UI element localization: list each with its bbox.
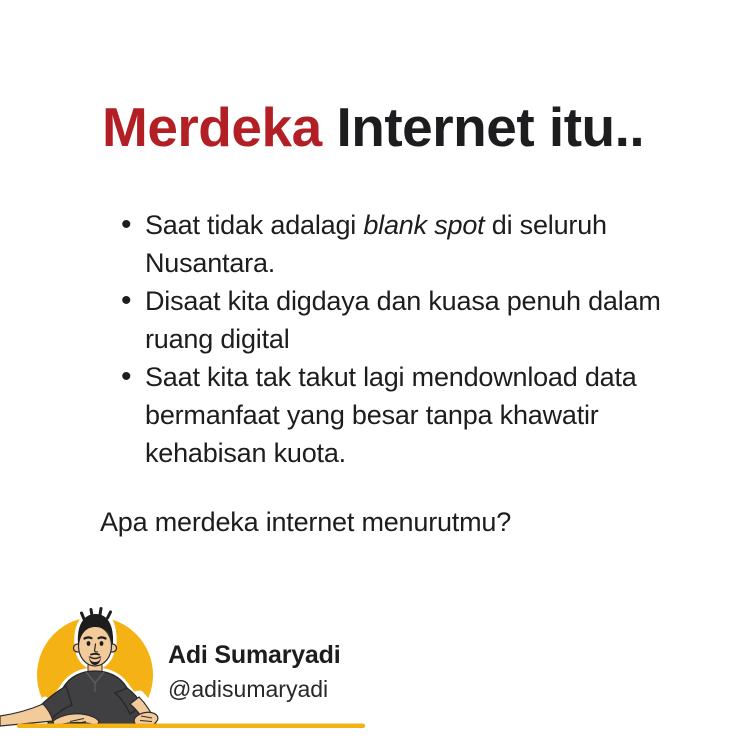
author-handle: @adisumaryadi [168, 676, 329, 702]
bullet-line: bermanfaat yang besar tanpa khawatir [145, 400, 599, 430]
bullet-line: Disaat kita digdaya dan kuasa penuh dalam [145, 286, 661, 316]
bullet-line: ruang digital [145, 324, 290, 354]
title-highlight: Merdeka [102, 96, 322, 158]
bullet-line [145, 206, 607, 244]
bullet-line: Nusantara. [145, 248, 276, 278]
question-text: Apa merdeka internet menurutmu? [100, 507, 512, 537]
author-name: Adi Sumaryadi [168, 641, 341, 669]
bullet-line: kehabisan kuota. [145, 438, 346, 468]
author-block [168, 640, 340, 703]
bullet-line: Saat kita tak takut lagi mendownload data [145, 362, 637, 392]
bullet-text: di seluruh [484, 210, 607, 240]
list-item [121, 282, 661, 358]
bullet-marker-icon: • [121, 208, 132, 241]
bullet-text: Saat tidak adalagi [145, 210, 364, 240]
list-item [121, 358, 661, 472]
bullet-marker-icon: • [121, 360, 132, 393]
title-rest: Internet itu.. [321, 96, 645, 158]
bullet-text-italic: blank spot [363, 210, 485, 240]
list-item [121, 206, 661, 282]
bullet-marker-icon: • [121, 284, 132, 317]
yellow-underline [17, 724, 365, 729]
bullet-list [121, 206, 661, 472]
page-title [102, 97, 644, 157]
